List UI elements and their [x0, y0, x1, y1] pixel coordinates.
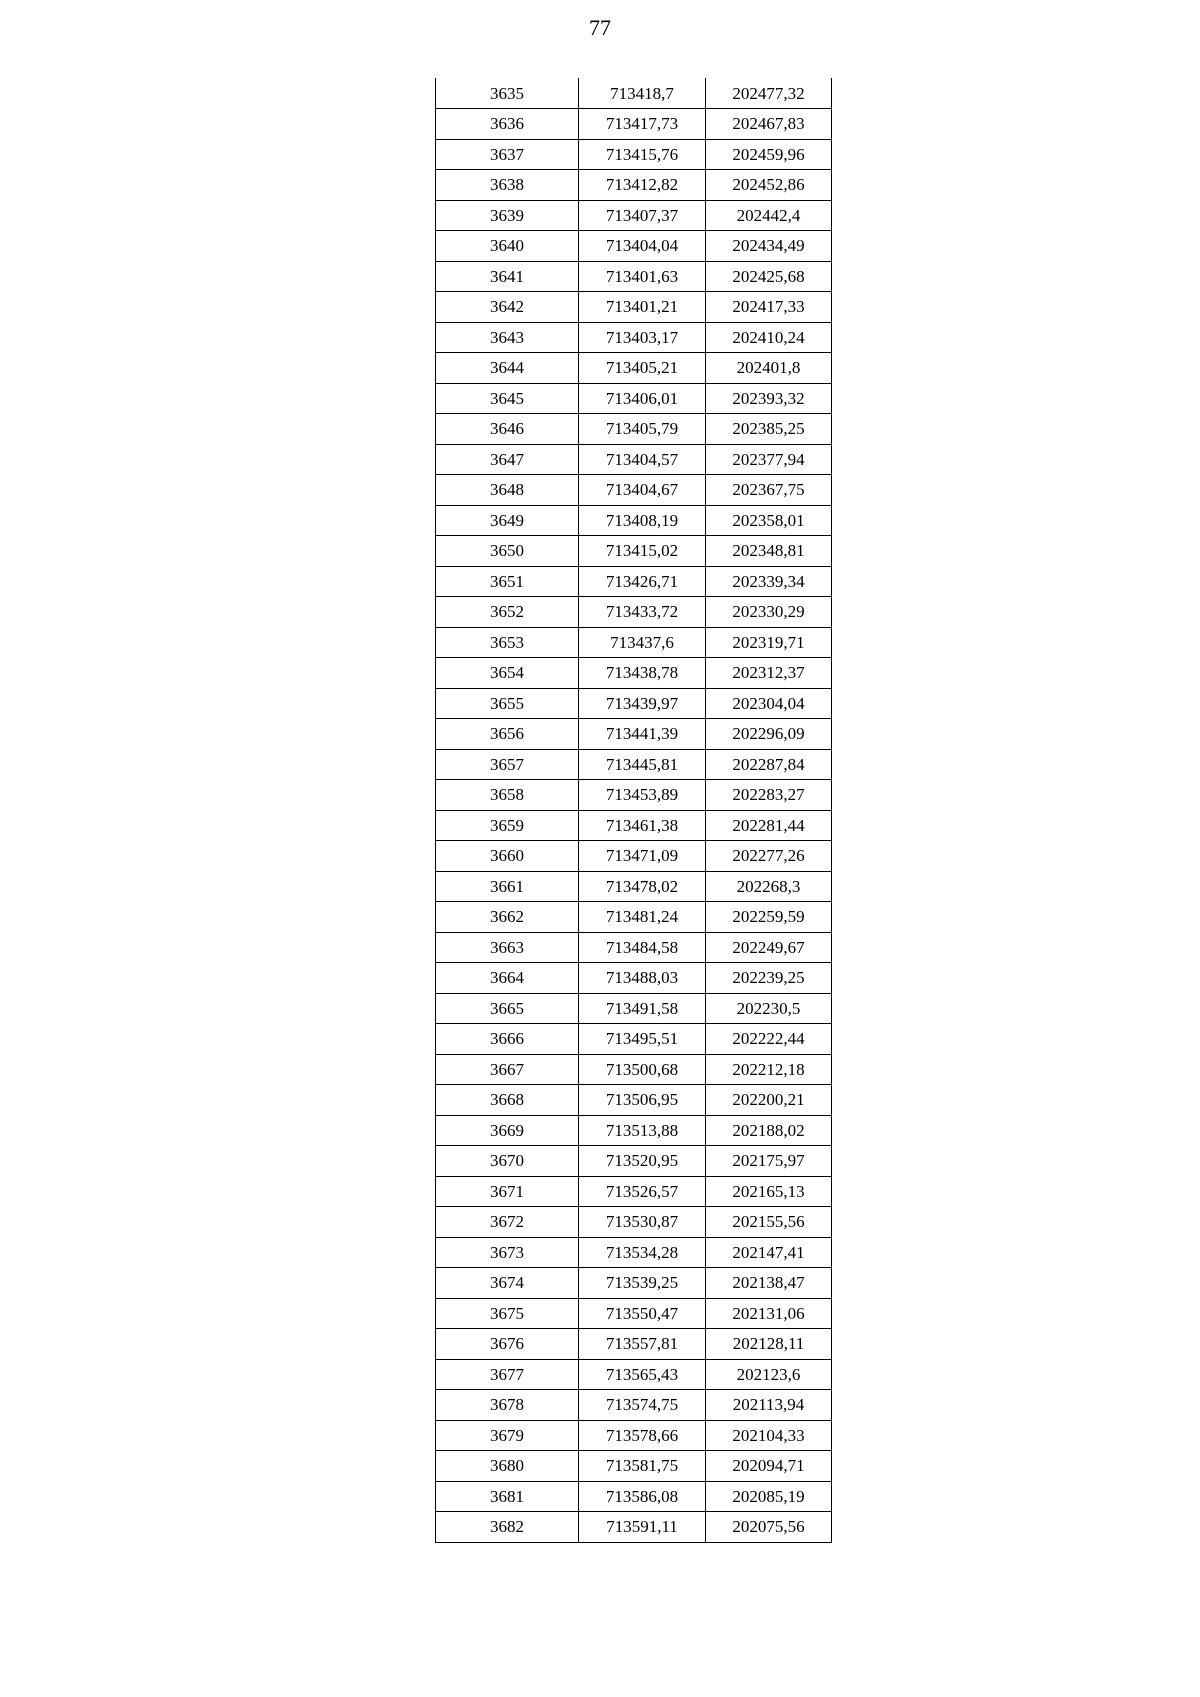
- y-coordinate-cell: 202442,4: [706, 200, 832, 231]
- y-coordinate-cell: 202175,97: [706, 1146, 832, 1177]
- x-coordinate-cell: 713534,28: [579, 1237, 706, 1268]
- y-coordinate-cell: 202147,41: [706, 1237, 832, 1268]
- y-coordinate-cell: 202283,27: [706, 780, 832, 811]
- x-coordinate-cell: 713526,57: [579, 1176, 706, 1207]
- table-row: [436, 1115, 832, 1146]
- point-number-cell: 3653: [436, 627, 579, 658]
- y-coordinate-cell: 202452,86: [706, 170, 832, 201]
- table-row: [436, 1390, 832, 1421]
- x-coordinate-cell: 713441,39: [579, 719, 706, 750]
- x-coordinate-cell: 713565,43: [579, 1359, 706, 1390]
- y-coordinate-cell: 202348,81: [706, 536, 832, 567]
- table-row: [436, 1054, 832, 1085]
- x-coordinate-cell: 713404,57: [579, 444, 706, 475]
- table-row: [436, 1024, 832, 1055]
- x-coordinate-cell: 713491,58: [579, 993, 706, 1024]
- point-number-cell: 3658: [436, 780, 579, 811]
- y-coordinate-cell: 202131,06: [706, 1298, 832, 1329]
- y-coordinate-cell: 202377,94: [706, 444, 832, 475]
- x-coordinate-cell: 713405,79: [579, 414, 706, 445]
- table-row: [436, 1420, 832, 1451]
- y-coordinate-cell: 202212,18: [706, 1054, 832, 1085]
- table-row: [436, 414, 832, 445]
- point-number-cell: 3660: [436, 841, 579, 872]
- table-row: [436, 932, 832, 963]
- table-row: [436, 1359, 832, 1390]
- point-number-cell: 3671: [436, 1176, 579, 1207]
- table-row: [436, 383, 832, 414]
- y-coordinate-cell: 202085,19: [706, 1481, 832, 1512]
- x-coordinate-cell: 713581,75: [579, 1451, 706, 1482]
- point-number-cell: 3662: [436, 902, 579, 933]
- point-number-cell: 3659: [436, 810, 579, 841]
- y-coordinate-cell: 202477,32: [706, 78, 832, 109]
- point-number-cell: 3676: [436, 1329, 579, 1360]
- y-coordinate-cell: 202304,04: [706, 688, 832, 719]
- table-row: [436, 1451, 832, 1482]
- table-row: [436, 1085, 832, 1116]
- x-coordinate-cell: 713591,11: [579, 1512, 706, 1543]
- table-row: [436, 841, 832, 872]
- x-coordinate-cell: 713513,88: [579, 1115, 706, 1146]
- table-row: [436, 749, 832, 780]
- table-row: [436, 322, 832, 353]
- point-number-cell: 3656: [436, 719, 579, 750]
- point-number-cell: 3643: [436, 322, 579, 353]
- point-number-cell: 3669: [436, 1115, 579, 1146]
- point-number-cell: 3681: [436, 1481, 579, 1512]
- point-number-cell: 3679: [436, 1420, 579, 1451]
- y-coordinate-cell: 202277,26: [706, 841, 832, 872]
- y-coordinate-cell: 202104,33: [706, 1420, 832, 1451]
- x-coordinate-cell: 713478,02: [579, 871, 706, 902]
- y-coordinate-cell: 202259,59: [706, 902, 832, 933]
- table-row: [436, 627, 832, 658]
- y-coordinate-cell: 202138,47: [706, 1268, 832, 1299]
- x-coordinate-cell: 713412,82: [579, 170, 706, 201]
- table-row: [436, 658, 832, 689]
- x-coordinate-cell: 713506,95: [579, 1085, 706, 1116]
- y-coordinate-cell: 202287,84: [706, 749, 832, 780]
- x-coordinate-cell: 713439,97: [579, 688, 706, 719]
- table-row: [436, 200, 832, 231]
- y-coordinate-cell: 202339,34: [706, 566, 832, 597]
- x-coordinate-cell: 713433,72: [579, 597, 706, 628]
- y-coordinate-cell: 202330,29: [706, 597, 832, 628]
- y-coordinate-cell: 202249,67: [706, 932, 832, 963]
- point-number-cell: 3648: [436, 475, 579, 506]
- table-row: [436, 810, 832, 841]
- y-coordinate-cell: 202296,09: [706, 719, 832, 750]
- x-coordinate-cell: 713530,87: [579, 1207, 706, 1238]
- point-number-cell: 3667: [436, 1054, 579, 1085]
- y-coordinate-cell: 202358,01: [706, 505, 832, 536]
- y-coordinate-cell: 202417,33: [706, 292, 832, 323]
- y-coordinate-cell: 202459,96: [706, 139, 832, 170]
- point-number-cell: 3649: [436, 505, 579, 536]
- table-row: [436, 505, 832, 536]
- table-row: [436, 1329, 832, 1360]
- y-coordinate-cell: 202113,94: [706, 1390, 832, 1421]
- x-coordinate-cell: 713453,89: [579, 780, 706, 811]
- y-coordinate-cell: 202434,49: [706, 231, 832, 262]
- point-number-cell: 3645: [436, 383, 579, 414]
- x-coordinate-cell: 713557,81: [579, 1329, 706, 1360]
- point-number-cell: 3635: [436, 78, 579, 109]
- x-coordinate-cell: 713550,47: [579, 1298, 706, 1329]
- y-coordinate-cell: 202155,56: [706, 1207, 832, 1238]
- y-coordinate-cell: 202200,21: [706, 1085, 832, 1116]
- table-row: [436, 78, 832, 109]
- x-coordinate-cell: 713484,58: [579, 932, 706, 963]
- x-coordinate-cell: 713578,66: [579, 1420, 706, 1451]
- y-coordinate-cell: 202367,75: [706, 475, 832, 506]
- table-row: [436, 444, 832, 475]
- point-number-cell: 3670: [436, 1146, 579, 1177]
- table-row: [436, 871, 832, 902]
- y-coordinate-cell: 202123,6: [706, 1359, 832, 1390]
- x-coordinate-cell: 713415,76: [579, 139, 706, 170]
- table-row: [436, 139, 832, 170]
- x-coordinate-cell: 713404,67: [579, 475, 706, 506]
- point-number-cell: 3636: [436, 109, 579, 140]
- x-coordinate-cell: 713445,81: [579, 749, 706, 780]
- y-coordinate-cell: 202268,3: [706, 871, 832, 902]
- y-coordinate-cell: 202425,68: [706, 261, 832, 292]
- y-coordinate-cell: 202230,5: [706, 993, 832, 1024]
- table-row: [436, 963, 832, 994]
- table-row: [436, 536, 832, 567]
- y-coordinate-cell: 202281,44: [706, 810, 832, 841]
- point-number-cell: 3644: [436, 353, 579, 384]
- table-row: [436, 993, 832, 1024]
- table-row: [436, 1268, 832, 1299]
- table-row: [436, 170, 832, 201]
- table-row: [436, 1481, 832, 1512]
- y-coordinate-cell: 202128,11: [706, 1329, 832, 1360]
- point-number-cell: 3647: [436, 444, 579, 475]
- point-number-cell: 3678: [436, 1390, 579, 1421]
- x-coordinate-cell: 713574,75: [579, 1390, 706, 1421]
- x-coordinate-cell: 713437,6: [579, 627, 706, 658]
- x-coordinate-cell: 713401,63: [579, 261, 706, 292]
- table-row: [436, 566, 832, 597]
- y-coordinate-cell: 202222,44: [706, 1024, 832, 1055]
- point-number-cell: 3668: [436, 1085, 579, 1116]
- point-number-cell: 3652: [436, 597, 579, 628]
- y-coordinate-cell: 202401,8: [706, 353, 832, 384]
- point-number-cell: 3665: [436, 993, 579, 1024]
- x-coordinate-cell: 713438,78: [579, 658, 706, 689]
- table-row: [436, 231, 832, 262]
- x-coordinate-cell: 713407,37: [579, 200, 706, 231]
- x-coordinate-cell: 713481,24: [579, 902, 706, 933]
- table-row: [436, 902, 832, 933]
- table-row: [436, 688, 832, 719]
- point-number-cell: 3654: [436, 658, 579, 689]
- point-number-cell: 3661: [436, 871, 579, 902]
- y-coordinate-cell: 202312,37: [706, 658, 832, 689]
- x-coordinate-cell: 713415,02: [579, 536, 706, 567]
- coordinates-table: [435, 78, 832, 1543]
- x-coordinate-cell: 713500,68: [579, 1054, 706, 1085]
- table-row: [436, 597, 832, 628]
- x-coordinate-cell: 713406,01: [579, 383, 706, 414]
- table-row: [436, 1176, 832, 1207]
- y-coordinate-cell: 202410,24: [706, 322, 832, 353]
- table-row: [436, 1512, 832, 1543]
- point-number-cell: 3639: [436, 200, 579, 231]
- table-row: [436, 109, 832, 140]
- table-row: [436, 1298, 832, 1329]
- point-number-cell: 3673: [436, 1237, 579, 1268]
- x-coordinate-cell: 713461,38: [579, 810, 706, 841]
- point-number-cell: 3666: [436, 1024, 579, 1055]
- x-coordinate-cell: 713418,7: [579, 78, 706, 109]
- point-number-cell: 3677: [436, 1359, 579, 1390]
- point-number-cell: 3657: [436, 749, 579, 780]
- point-number-cell: 3646: [436, 414, 579, 445]
- table-row: [436, 1237, 832, 1268]
- y-coordinate-cell: 202385,25: [706, 414, 832, 445]
- x-coordinate-cell: 713488,03: [579, 963, 706, 994]
- x-coordinate-cell: 713405,21: [579, 353, 706, 384]
- point-number-cell: 3680: [436, 1451, 579, 1482]
- x-coordinate-cell: 713520,95: [579, 1146, 706, 1177]
- point-number-cell: 3650: [436, 536, 579, 567]
- table-row: [436, 292, 832, 323]
- x-coordinate-cell: 713403,17: [579, 322, 706, 353]
- x-coordinate-cell: 713426,71: [579, 566, 706, 597]
- table-row: [436, 475, 832, 506]
- x-coordinate-cell: 713417,73: [579, 109, 706, 140]
- x-coordinate-cell: 713495,51: [579, 1024, 706, 1055]
- y-coordinate-cell: 202165,13: [706, 1176, 832, 1207]
- point-number-cell: 3682: [436, 1512, 579, 1543]
- x-coordinate-cell: 713401,21: [579, 292, 706, 323]
- x-coordinate-cell: 713404,04: [579, 231, 706, 262]
- page-number: 77: [589, 15, 611, 40]
- y-coordinate-cell: 202319,71: [706, 627, 832, 658]
- point-number-cell: 3640: [436, 231, 579, 262]
- point-number-cell: 3641: [436, 261, 579, 292]
- table-row: [436, 1146, 832, 1177]
- table-row: [436, 1207, 832, 1238]
- y-coordinate-cell: 202094,71: [706, 1451, 832, 1482]
- table-row: [436, 719, 832, 750]
- point-number-cell: 3655: [436, 688, 579, 719]
- point-number-cell: 3637: [436, 139, 579, 170]
- y-coordinate-cell: 202239,25: [706, 963, 832, 994]
- coordinates-table-body: [436, 78, 832, 1542]
- y-coordinate-cell: 202467,83: [706, 109, 832, 140]
- y-coordinate-cell: 202393,32: [706, 383, 832, 414]
- point-number-cell: 3642: [436, 292, 579, 323]
- table-row: [436, 353, 832, 384]
- point-number-cell: 3638: [436, 170, 579, 201]
- y-coordinate-cell: 202188,02: [706, 1115, 832, 1146]
- table-row: [436, 261, 832, 292]
- point-number-cell: 3672: [436, 1207, 579, 1238]
- table-row: [436, 780, 832, 811]
- point-number-cell: 3663: [436, 932, 579, 963]
- point-number-cell: 3664: [436, 963, 579, 994]
- point-number-cell: 3674: [436, 1268, 579, 1299]
- y-coordinate-cell: 202075,56: [706, 1512, 832, 1543]
- point-number-cell: 3651: [436, 566, 579, 597]
- x-coordinate-cell: 713539,25: [579, 1268, 706, 1299]
- point-number-cell: 3675: [436, 1298, 579, 1329]
- x-coordinate-cell: 713586,08: [579, 1481, 706, 1512]
- x-coordinate-cell: 713408,19: [579, 505, 706, 536]
- x-coordinate-cell: 713471,09: [579, 841, 706, 872]
